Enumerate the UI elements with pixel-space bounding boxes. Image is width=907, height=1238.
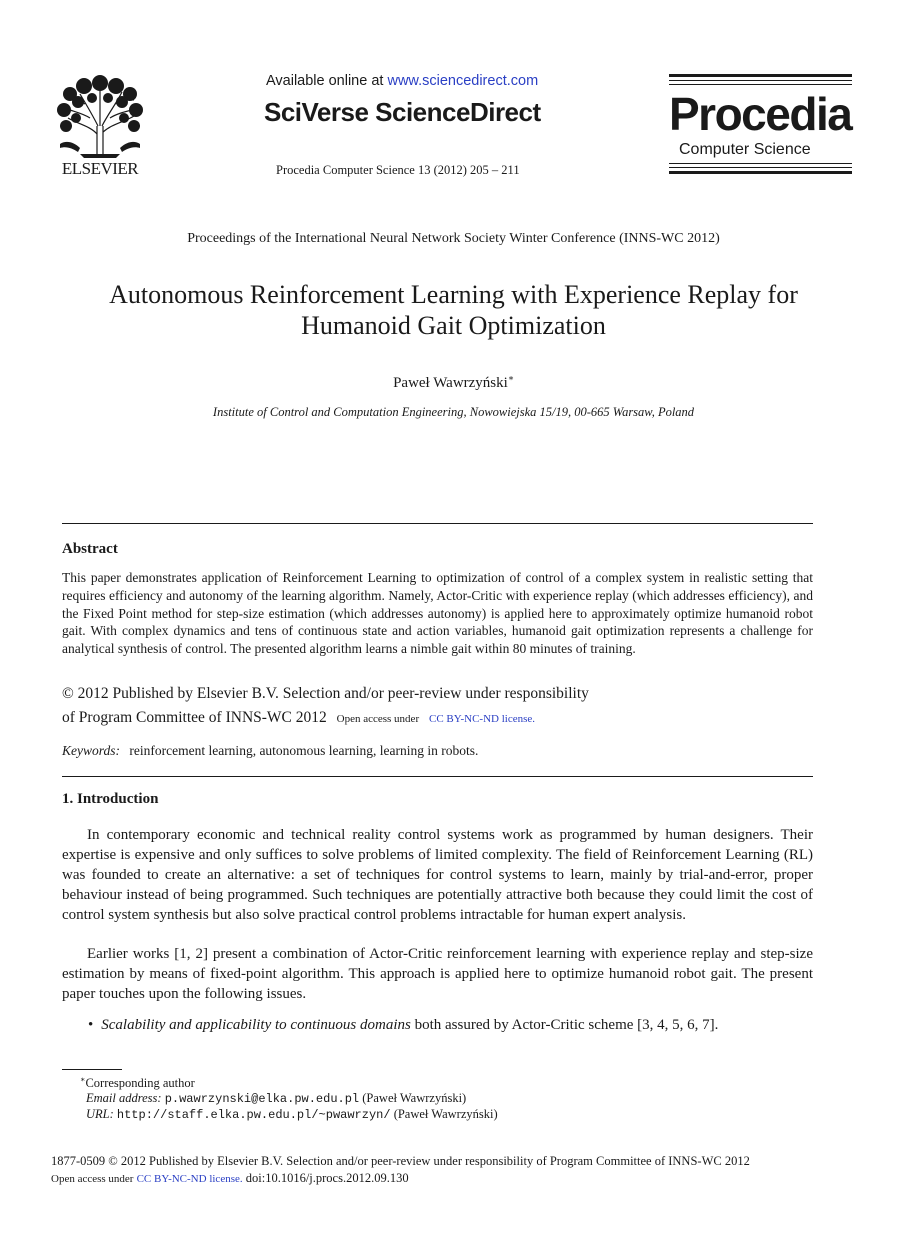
paper-title-line1: Autonomous Reinforcement Learning with Experience Replay for [109, 280, 798, 309]
footnote-rule [62, 1069, 122, 1070]
open-access-label: Open access under [336, 713, 420, 725]
intro-paragraph-2-text: Earlier works [1, 2] present a combination of Actor-Critic reinforcement learning with experience replay and step-size estimation by means of fixed-point algorithm. This approach is applied here to optimize humanoid robot gait. The present paper touches upon the following issues. [62, 946, 813, 1002]
paper-title [40, 279, 867, 341]
paper-title-line2: Humanoid Gait Optimization [301, 311, 606, 340]
procedia-rule [669, 167, 852, 168]
footnote-url [86, 1107, 498, 1122]
author-name: Paweł Wawrzyński [393, 375, 508, 391]
abstract-top-rule [62, 523, 813, 524]
footnote-email [86, 1091, 466, 1106]
section-heading-introduction: 1. Introduction [62, 791, 159, 807]
copyright-line1: © 2012 Published by Elsevier B.V. Selection and/or peer-review under responsibility [62, 685, 589, 702]
intro-paragraph-1 [62, 825, 813, 925]
author [0, 373, 907, 392]
abstract-text: This paper demonstrates application of Reinforcement Learning to optimization of control of a complex system in realistic setting that requires efficiency and autonomy of the learning algorithm. Namely, Actor-Critic with experience replay (which addresses efficiency), and the Fixed Point method for step-size estimation (which addresses autonomy) is applied here to approximately optimize humanoid robot gait. With complex dynamics and tens of continuous state and action variables, humanoid gait optimization represents a challenge for analytical synthesis of control. The presented algorithm learns a nimble gait within 80 minutes of training. [62, 570, 813, 657]
procedia-logo [669, 74, 852, 174]
url-label: URL: [86, 1107, 114, 1121]
email-link[interactable]: p.wawrzynski@elka.pw.edu.pl [164, 1092, 360, 1106]
issn-line: 1877-0509 © 2012 Published by Elsevier B.V. Selection and/or peer-review under responsibility of Program Committee of INNS-WC 2012 [51, 1154, 750, 1168]
footnote-corresponding-text: Corresponding author [85, 1076, 195, 1091]
procedia-subtitle: Computer Science [679, 141, 811, 158]
procedia-rule [669, 163, 852, 164]
intro-paragraph-2 [62, 944, 813, 1004]
elsevier-logo-text: ELSEVIER [61, 159, 139, 178]
procedia-rule [669, 80, 852, 81]
doi-line [51, 1171, 409, 1186]
procedia-rule [669, 84, 852, 85]
sciencedirect-link[interactable]: www.sciencedirect.com [387, 73, 539, 89]
proceedings-line: Proceedings of the International Neural Network Society Winter Conference (INNS-WC 2012) [187, 231, 720, 246]
intro-paragraph-1-text: In contemporary economic and technical reality control systems work as programmed by human designers. Their expertise is expensive and only suffices to solve problems of limited complexity. The field of Reinforcement Learning (RL) was founded to create an alternative: a set of techniques for control systems to learn, mainly by trial-and-error, proper behaviour instead of being programmed. Such techniques are potentially attractive both because they could limit the cost of control system synthesis but also solve practical control problems intractable for human expert analysis. [62, 827, 813, 923]
bottom-license-link[interactable]: CC BY-NC-ND license. [136, 1173, 243, 1185]
footnote-mark: ∗ [80, 1075, 86, 1084]
abstract-bottom-rule [62, 776, 813, 777]
affiliation: Institute of Control and Computation Engineering, Nowowiejska 15/19, 00-665 Warsaw, Poland [212, 405, 695, 419]
available-online-label: Available online at [266, 73, 384, 89]
list-item-text: both assured by Actor-Critic scheme [3, 4, 5, 6, 7]. [414, 1017, 719, 1033]
copyright-line2 [62, 709, 535, 727]
email-label: Email address: [86, 1091, 162, 1105]
homepage-link[interactable]: http://staff.elka.pw.edu.pl/~pwawrzyn/ [116, 1108, 391, 1122]
copyright-line2-text: of Program Committee of INNS-WC 2012 [62, 709, 327, 726]
url-owner: (Paweł Wawrzyński) [393, 1107, 498, 1121]
author-footnote-mark: ∗ [507, 373, 514, 383]
license-link[interactable]: CC BY-NC-ND license. [428, 713, 536, 725]
journal-reference: Procedia Computer Science 13 (2012) 205 – 211 [276, 163, 520, 177]
elsevier-logo [50, 74, 150, 178]
footnote-corresponding [80, 1075, 195, 1091]
procedia-rule [669, 74, 852, 77]
keywords-list: reinforcement learning, autonomous learning, learning in robots. [129, 743, 479, 758]
keywords [62, 743, 478, 759]
bottom-open-access-label: Open access under [51, 1173, 134, 1185]
procedia-title: Procedia [669, 88, 852, 140]
platform-title: SciVerse ScienceDirect [264, 97, 541, 127]
procedia-rule [669, 171, 852, 174]
list-item [88, 1017, 718, 1034]
doi[interactable]: doi:10.1016/j.procs.2012.09.130 [245, 1171, 409, 1185]
email-owner: (Paweł Wawrzyński) [362, 1091, 467, 1105]
list-item-italic: Scalability and applicability to continuous domains [101, 1017, 411, 1033]
bullet-icon: • [88, 1017, 94, 1033]
abstract-heading: Abstract [62, 541, 118, 557]
available-online [266, 73, 538, 89]
keywords-label: Keywords: [62, 743, 120, 758]
